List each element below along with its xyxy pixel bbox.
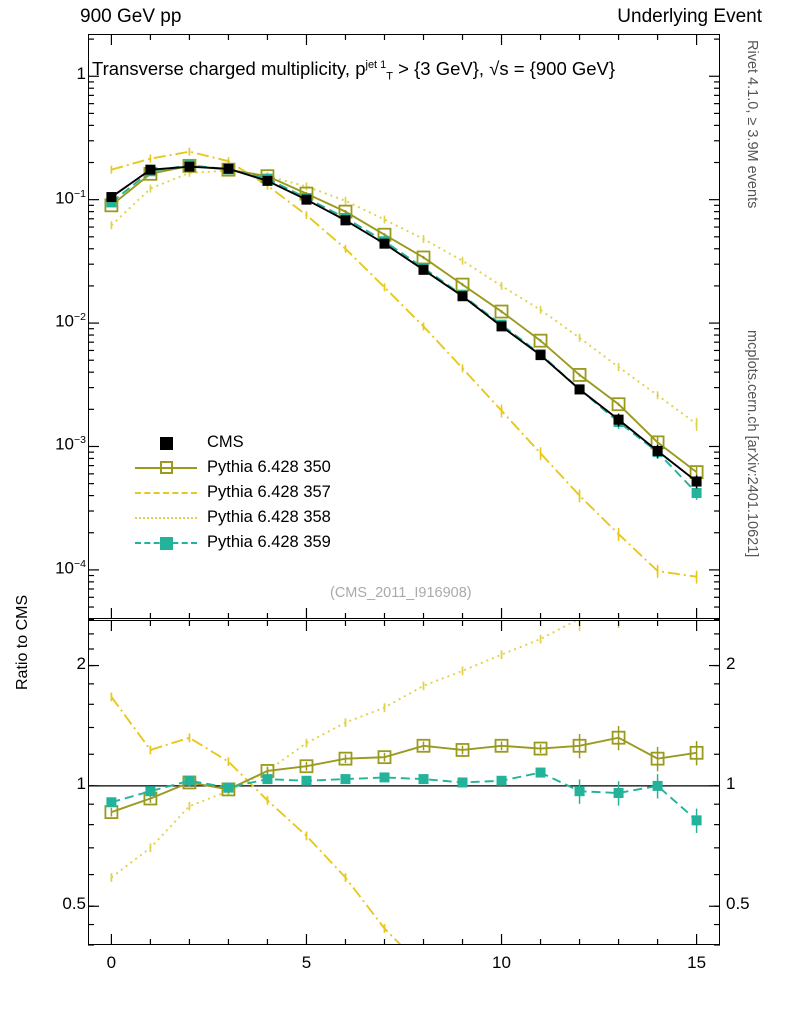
legend-key (135, 484, 197, 502)
plot-title-sub: T (386, 70, 394, 83)
legend-label: Pythia 6.428 357 (207, 483, 331, 501)
legend-key (135, 509, 197, 527)
legend-marker (160, 437, 173, 450)
rivet-version-label: Rivet 4.1.0, ≥ 3.9M events (744, 40, 760, 209)
y-tick-label: $10^{-4}$ (55, 557, 86, 578)
legend-label: Pythia 6.428 359 (207, 533, 331, 551)
legend-item (135, 505, 331, 530)
legend-line (135, 517, 197, 519)
plot-title-post: > {3 GeV}, √s = {900 GeV} (393, 58, 616, 79)
legend-label: Pythia 6.428 358 (207, 508, 331, 526)
legend-marker (160, 461, 173, 474)
analysis-id-watermark: (CMS_2011_I916908) (330, 585, 472, 601)
x-tick-label: 10 (492, 953, 511, 972)
legend-label: CMS (207, 433, 244, 451)
ratio-y-tick-label: 1 (76, 773, 86, 793)
y-tick-label: $10^{-3}$ (55, 434, 86, 455)
plot-title-sup: jet 1 (365, 58, 387, 71)
y-tick-label: $10^{-2}$ (55, 311, 86, 331)
y-axis-labels (0, 0, 86, 1024)
legend-line (135, 492, 197, 494)
legend (135, 430, 331, 555)
legend-item (135, 455, 331, 480)
x-tick-label: 15 (687, 953, 707, 972)
legend-key (135, 534, 197, 552)
header-right: Underlying Event (617, 6, 762, 27)
ratio-y-tick-label-right: 2 (726, 653, 736, 673)
legend-key (135, 459, 197, 477)
y-tick-label: 1 (76, 64, 86, 84)
ratio-y-tick-label-right: 0.5 (726, 894, 750, 914)
header-left: 900 GeV pp (80, 6, 182, 27)
legend-label: Pythia 6.428 350 (207, 458, 331, 476)
legend-item (135, 430, 331, 455)
ratio-axis-label: Ratio to CMS (14, 594, 31, 690)
ratio-y-tick-label: 2 (76, 653, 86, 673)
ratio-y-tick-label: 0.5 (62, 894, 86, 914)
legend-item (135, 480, 331, 505)
y-tick-label: $10^{-1}$ (55, 187, 86, 208)
legend-item (135, 530, 331, 555)
legend-marker (160, 537, 173, 550)
ratio-y-tick-label-right: 1 (726, 773, 736, 793)
mcplots-label: mcplots.cern.ch [arXiv:2401.10621] (744, 330, 760, 558)
x-tick-label: 0 (106, 953, 117, 972)
x-tick-label: 5 (301, 953, 312, 972)
plot-title-pre: Transverse charged multiplicity, p (92, 58, 366, 79)
legend-key (135, 434, 197, 452)
